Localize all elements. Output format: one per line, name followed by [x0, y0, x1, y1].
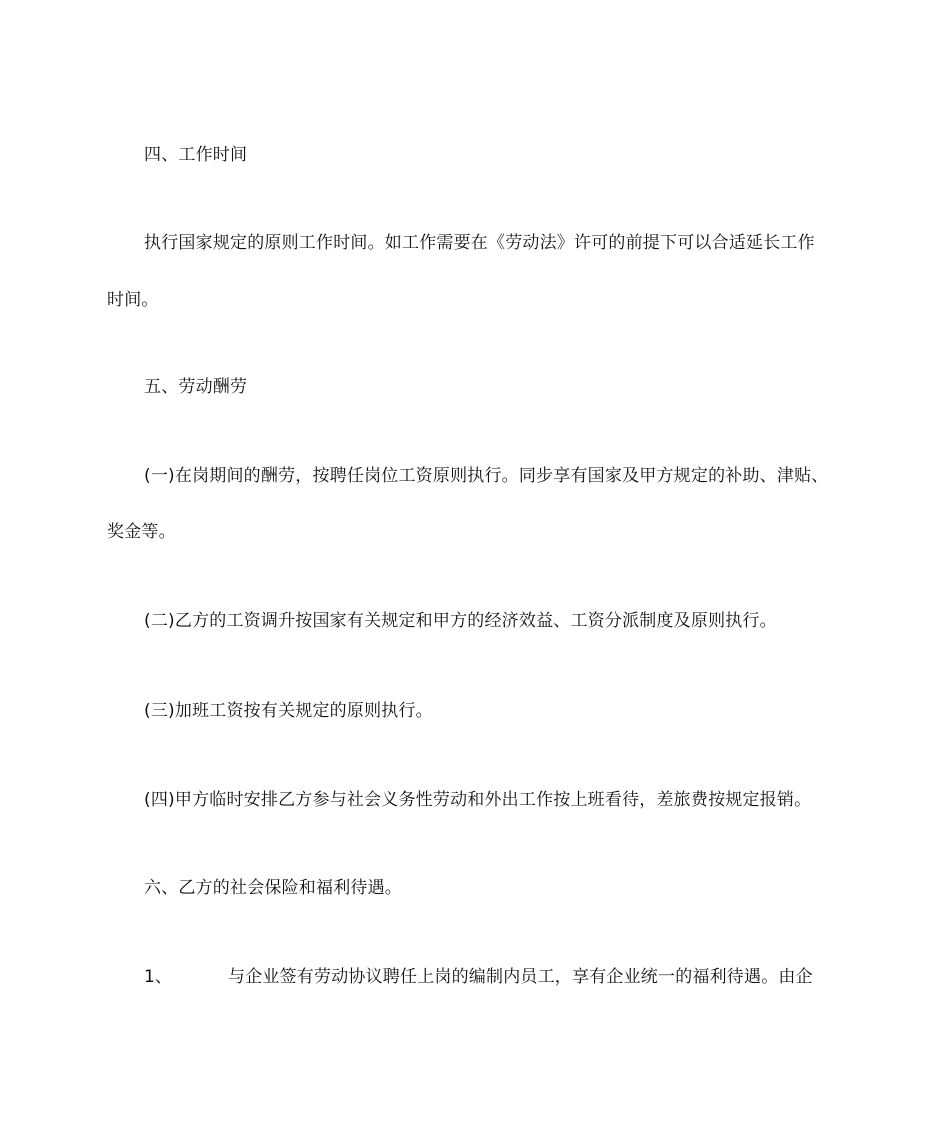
- remuneration-item-1-line-2: 奖金等。: [107, 522, 176, 542]
- insurance-item-1-text: 与企业签有劳动协议聘任上岗的编制内员工，享有企业统一的福利待遇。由企: [228, 967, 813, 987]
- remuneration-item-3: (三)加班工资按有关规定的原则执行。: [144, 701, 433, 721]
- section-heading-remuneration: 五、劳动酬劳: [144, 377, 248, 397]
- remuneration-item-1-line-1: (一)在岗期间的酬劳，按聘任岗位工资原则执行。同步享有国家及甲方规定的补助、津贴、: [144, 466, 829, 486]
- remuneration-item-4: (四)甲方临时安排乙方参与社会义务性劳动和外出工作按上班看待，差旅费按规定报销。: [144, 790, 812, 810]
- remuneration-item-2: (二)乙方的工资调升按国家有关规定和甲方的经济效益、工资分派制度及原则执行。: [144, 611, 777, 631]
- insurance-item-1-number: 1、: [144, 967, 172, 987]
- paragraph-work-time-line-2: 时间。: [107, 290, 159, 310]
- section-heading-work-time: 四、工作时间: [144, 145, 248, 165]
- section-heading-social-insurance: 六、乙方的社会保险和福利待遇。: [144, 878, 402, 898]
- paragraph-work-time-line-1: 执行国家规定的原则工作时间。如工作需要在《劳动法》许可的前提下可以合适延长工作: [144, 233, 815, 253]
